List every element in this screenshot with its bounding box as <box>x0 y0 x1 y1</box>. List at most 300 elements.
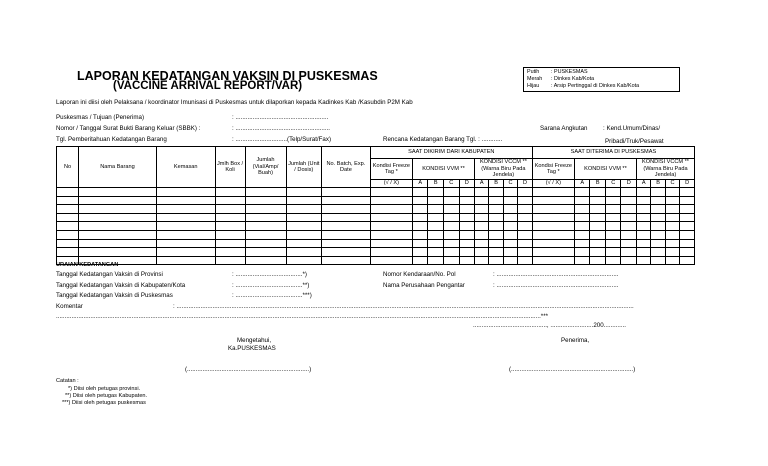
table-cell[interactable] <box>444 256 460 265</box>
table-cell[interactable] <box>518 213 533 222</box>
note-item: ***) Diisi oleh petugas puskesmas <box>62 400 146 406</box>
table-cell[interactable] <box>574 222 590 231</box>
col-c: C <box>605 180 621 188</box>
table-cell[interactable] <box>574 213 590 222</box>
table-cell[interactable] <box>590 248 606 257</box>
table-cell[interactable] <box>605 196 621 205</box>
col-freeze-check: (√ / X) <box>532 180 574 188</box>
table-cell[interactable] <box>518 248 533 257</box>
sarana-value-cont: Pribadi/Truk/Pesawat <box>605 138 664 145</box>
legend-color: Merah <box>527 76 543 82</box>
table-cell[interactable] <box>215 188 245 197</box>
table-cell[interactable] <box>532 239 574 248</box>
table-cell[interactable] <box>665 239 679 248</box>
puskesmas-label: Puskesmas / Tujuan (Penerima) <box>56 114 145 121</box>
table-cell[interactable] <box>286 196 321 205</box>
tgl-kabupaten-value[interactable]: : .......................................**) <box>232 282 310 289</box>
table-cell[interactable] <box>459 213 475 222</box>
table-cell[interactable] <box>459 239 475 248</box>
table-row <box>57 230 695 239</box>
table-cell[interactable] <box>156 222 215 231</box>
table-cell[interactable] <box>503 222 517 231</box>
table-cell[interactable] <box>245 230 286 239</box>
table-cell[interactable] <box>444 230 460 239</box>
table-cell[interactable] <box>637 196 651 205</box>
table-cell[interactable] <box>605 248 621 257</box>
table-cell[interactable] <box>215 256 245 265</box>
col-d: D <box>621 180 637 188</box>
table-cell[interactable] <box>665 205 679 214</box>
table-cell[interactable] <box>621 222 637 231</box>
table-cell[interactable] <box>532 213 574 222</box>
table-cell[interactable] <box>79 248 157 257</box>
table-cell[interactable] <box>286 188 321 197</box>
col-a: A <box>412 180 428 188</box>
table-cell[interactable] <box>475 248 489 257</box>
table-cell[interactable] <box>680 213 695 222</box>
table-cell[interactable] <box>605 239 621 248</box>
table-cell[interactable] <box>489 230 503 239</box>
table-cell[interactable] <box>637 205 651 214</box>
table-cell[interactable] <box>412 196 428 205</box>
table-cell[interactable] <box>370 222 412 231</box>
table-cell[interactable] <box>680 188 695 197</box>
table-cell[interactable] <box>286 205 321 214</box>
table-cell[interactable] <box>489 196 503 205</box>
table-cell[interactable] <box>680 239 695 248</box>
table-cell[interactable] <box>57 188 79 197</box>
table-row <box>57 196 695 205</box>
table-cell[interactable] <box>475 205 489 214</box>
col-jumlah-dosis: Jumlah (Unit / Dosis) <box>286 147 321 188</box>
table-cell[interactable] <box>459 188 475 197</box>
col-d: D <box>680 180 695 188</box>
pemberitahuan-label: Tgl. Pemberitahuan Kedatangan Barang <box>56 136 167 143</box>
tgl-kabupaten-label: Tanggal Kedatangan Vaksin di Kabupaten/Kota <box>56 282 186 289</box>
col-a: A <box>637 180 651 188</box>
table-cell[interactable] <box>605 222 621 231</box>
table-cell[interactable] <box>680 205 695 214</box>
table-cell[interactable] <box>245 222 286 231</box>
col-kemasan: Kemasan <box>156 147 215 188</box>
table-cell[interactable] <box>459 205 475 214</box>
kendaraan-label: Nomor Kendaraan/No. Pol <box>383 271 456 278</box>
table-cell[interactable] <box>503 188 517 197</box>
table-cell[interactable] <box>215 213 245 222</box>
table-cell[interactable] <box>444 248 460 257</box>
table-cell[interactable] <box>428 222 444 231</box>
table-cell[interactable] <box>322 222 371 231</box>
table-cell[interactable] <box>475 196 489 205</box>
table-cell[interactable] <box>651 213 665 222</box>
table-cell[interactable] <box>156 196 215 205</box>
table-cell[interactable] <box>475 222 489 231</box>
table-cell[interactable] <box>532 222 574 231</box>
table-cell[interactable] <box>590 188 606 197</box>
table-cell[interactable] <box>574 205 590 214</box>
table-cell[interactable] <box>245 188 286 197</box>
table-cell[interactable] <box>286 222 321 231</box>
table-cell[interactable] <box>637 230 651 239</box>
table-cell[interactable] <box>680 248 695 257</box>
table-cell[interactable] <box>428 196 444 205</box>
table-cell[interactable] <box>680 230 695 239</box>
table-cell[interactable] <box>322 230 371 239</box>
table-cell[interactable] <box>637 213 651 222</box>
col-freeze-tag: Kondisi Freeze Tag * <box>532 159 574 180</box>
group-kabupaten: SAAT DIKIRIM DARI KABUPATEN <box>370 147 532 159</box>
table-cell[interactable] <box>489 205 503 214</box>
table-cell[interactable] <box>459 222 475 231</box>
col-a: A <box>574 180 590 188</box>
table-cell[interactable] <box>428 230 444 239</box>
table-cell[interactable] <box>532 188 574 197</box>
table-cell[interactable] <box>605 213 621 222</box>
table-cell[interactable] <box>532 205 574 214</box>
table-cell[interactable] <box>574 230 590 239</box>
table-cell[interactable] <box>503 256 517 265</box>
table-cell[interactable] <box>286 239 321 248</box>
table-cell[interactable] <box>428 248 444 257</box>
table-cell[interactable] <box>459 230 475 239</box>
table-cell[interactable] <box>574 188 590 197</box>
table-cell[interactable] <box>489 213 503 222</box>
table-row <box>57 205 695 214</box>
table-cell[interactable] <box>637 256 651 265</box>
col-batch: No. Batch, Exp. Date <box>322 147 371 188</box>
table-cell[interactable] <box>665 222 679 231</box>
table-cell[interactable] <box>444 205 460 214</box>
table-cell[interactable] <box>370 205 412 214</box>
sign-right-name[interactable]: (.......................................................................) <box>509 366 636 373</box>
table-cell[interactable] <box>245 256 286 265</box>
col-vccm: KONDISI VCCM ** (Warna Biru Pada Jendela) <box>637 159 695 180</box>
col-c: C <box>665 180 679 188</box>
table-cell[interactable] <box>518 196 533 205</box>
table-cell[interactable] <box>459 196 475 205</box>
tgl-provinsi-value[interactable]: : .......................................*) <box>232 271 307 278</box>
table-cell[interactable] <box>57 239 79 248</box>
table-cell[interactable] <box>665 196 679 205</box>
komentar-line-2[interactable]: ..........................................................................................................................................................................................................................................................................................*** <box>56 313 549 320</box>
table-cell[interactable] <box>637 239 651 248</box>
table-cell[interactable] <box>412 205 428 214</box>
table-cell[interactable] <box>444 239 460 248</box>
table-cell[interactable] <box>651 256 665 265</box>
table-cell[interactable] <box>459 248 475 257</box>
table-cell[interactable] <box>370 230 412 239</box>
table-cell[interactable] <box>651 230 665 239</box>
table-cell[interactable] <box>518 256 533 265</box>
table-cell[interactable] <box>651 196 665 205</box>
table-cell[interactable] <box>518 188 533 197</box>
table-cell[interactable] <box>57 205 79 214</box>
page-subtitle: (VACCINE ARRIVAL REPORT/VAR) <box>113 80 303 92</box>
table-cell[interactable] <box>590 213 606 222</box>
table-cell[interactable] <box>322 196 371 205</box>
table-cell[interactable] <box>590 222 606 231</box>
table-cell[interactable] <box>503 205 517 214</box>
table-cell[interactable] <box>444 196 460 205</box>
table-cell[interactable] <box>215 239 245 248</box>
table-cell[interactable] <box>637 248 651 257</box>
table-cell[interactable] <box>286 213 321 222</box>
table-cell[interactable] <box>156 256 215 265</box>
table-cell[interactable] <box>651 239 665 248</box>
table-cell[interactable] <box>518 205 533 214</box>
table-cell[interactable] <box>370 213 412 222</box>
komentar-label: Komentar <box>56 303 83 310</box>
table-cell[interactable] <box>621 205 637 214</box>
table-cell[interactable] <box>57 196 79 205</box>
table-cell[interactable] <box>215 205 245 214</box>
table-cell[interactable] <box>621 188 637 197</box>
table-cell[interactable] <box>412 213 428 222</box>
table-cell[interactable] <box>605 230 621 239</box>
table-cell[interactable] <box>79 222 157 231</box>
table-cell[interactable] <box>621 213 637 222</box>
table-cell[interactable] <box>322 188 371 197</box>
sarana-label: Sarana Angkutan <box>540 125 588 132</box>
note-item: **) Diisi oleh petugas Kabupaten. <box>65 393 148 399</box>
legend-color: Hijau <box>527 83 540 89</box>
table-cell[interactable] <box>665 248 679 257</box>
table-cell[interactable] <box>428 213 444 222</box>
table-cell[interactable] <box>412 230 428 239</box>
sarana-value[interactable]: : Kend.Umum/Dinas/ <box>603 125 661 132</box>
table-cell[interactable] <box>322 205 371 214</box>
table-cell[interactable] <box>412 188 428 197</box>
table-cell[interactable] <box>370 188 412 197</box>
legend-color: Putih <box>527 69 540 75</box>
table-cell[interactable] <box>322 213 371 222</box>
col-no: No <box>57 147 79 188</box>
col-c: C <box>444 180 460 188</box>
table-cell[interactable] <box>412 239 428 248</box>
table-cell[interactable] <box>665 256 679 265</box>
table-cell[interactable] <box>286 256 321 265</box>
col-freeze-check: (√ / X) <box>370 180 412 188</box>
tgl-provinsi-label: Tanggal Kedatangan Vaksin di Provinsi <box>56 271 163 278</box>
table-row <box>57 239 695 248</box>
table-cell[interactable] <box>322 256 371 265</box>
legend-text: : PUSKESMAS <box>551 69 588 75</box>
table-cell[interactable] <box>489 188 503 197</box>
table-cell[interactable] <box>621 230 637 239</box>
vaccine-table <box>56 146 695 265</box>
table-cell[interactable] <box>574 248 590 257</box>
table-cell[interactable] <box>503 248 517 257</box>
sign-left-title: Mengetahui, <box>237 337 272 344</box>
table-cell[interactable] <box>475 188 489 197</box>
group-puskesmas: SAAT DITERIMA DI PUSKESMAS <box>532 147 694 159</box>
pemberitahuan-value[interactable]: : ..............................(Telp/Surat/Fax) <box>232 136 332 143</box>
table-cell[interactable] <box>444 222 460 231</box>
table-row <box>57 248 695 257</box>
table-cell[interactable] <box>370 196 412 205</box>
table-cell[interactable] <box>605 188 621 197</box>
table-cell[interactable] <box>215 222 245 231</box>
table-cell[interactable] <box>215 230 245 239</box>
table-cell[interactable] <box>57 248 79 257</box>
table-cell[interactable] <box>428 205 444 214</box>
table-cell[interactable] <box>156 248 215 257</box>
place-date-line[interactable]: ..........................................., .........................200............. <box>473 322 627 329</box>
table-cell[interactable] <box>651 248 665 257</box>
table-cell[interactable] <box>590 196 606 205</box>
table-cell[interactable] <box>156 188 215 197</box>
table-cell[interactable] <box>503 239 517 248</box>
table-row <box>57 222 695 231</box>
table-cell[interactable] <box>428 188 444 197</box>
sign-right-title: Penerima, <box>561 337 590 344</box>
table-cell[interactable] <box>665 188 679 197</box>
table-cell[interactable] <box>79 213 157 222</box>
legend-row <box>527 83 639 89</box>
col-b: B <box>428 180 444 188</box>
table-cell[interactable] <box>489 248 503 257</box>
table-cell[interactable] <box>532 230 574 239</box>
table-cell[interactable] <box>412 248 428 257</box>
uraian-heading: URAIAN KEDATANGAN <box>56 262 119 268</box>
table-cell[interactable] <box>79 230 157 239</box>
komentar-line-1[interactable]: : .......................................................................................................................................................................................................................................................................... <box>173 303 634 310</box>
table-cell[interactable] <box>57 230 79 239</box>
table-cell[interactable] <box>503 230 517 239</box>
copy-distribution-legend <box>523 67 680 92</box>
table-cell[interactable] <box>57 222 79 231</box>
col-vccm: KONDISI VCCM ** (Warna Biru Pada Jendela) <box>475 159 533 180</box>
table-cell[interactable] <box>245 205 286 214</box>
table-cell[interactable] <box>322 248 371 257</box>
tgl-puskesmas-value[interactable]: : .......................................***) <box>232 292 312 299</box>
table-cell[interactable] <box>680 256 695 265</box>
col-b: B <box>651 180 665 188</box>
table-cell[interactable] <box>518 230 533 239</box>
table-cell[interactable] <box>475 256 489 265</box>
table-cell[interactable] <box>215 196 245 205</box>
rencana-label[interactable]: Rencana Kedatangan Barang Tgl. : ............ <box>383 136 503 143</box>
table-cell[interactable] <box>503 213 517 222</box>
table-cell[interactable] <box>245 213 286 222</box>
table-cell[interactable] <box>412 256 428 265</box>
col-c: C <box>503 180 517 188</box>
table-cell[interactable] <box>370 239 412 248</box>
table-cell[interactable] <box>428 239 444 248</box>
table-cell[interactable] <box>590 239 606 248</box>
sign-left-name[interactable]: (.......................................................................) <box>185 366 312 373</box>
table-cell[interactable] <box>651 222 665 231</box>
table-cell[interactable] <box>156 230 215 239</box>
table-cell[interactable] <box>475 239 489 248</box>
table-cell[interactable] <box>590 256 606 265</box>
table-cell[interactable] <box>621 256 637 265</box>
table-cell[interactable] <box>245 196 286 205</box>
intro-text: Laporan ini diisi oleh Pelaksana / koordinator Imunisasi di Puskesmas untuk dilaporkan kepada Kadinkes Kab /Kasubdin P2M Kab <box>56 99 413 106</box>
table-cell[interactable] <box>605 256 621 265</box>
table-cell[interactable] <box>518 239 533 248</box>
table-cell[interactable] <box>156 205 215 214</box>
table-cell[interactable] <box>621 248 637 257</box>
table-cell[interactable] <box>665 213 679 222</box>
perusahaan-label: Nama Perusahaan Pengantar <box>383 282 465 289</box>
puskesmas-value[interactable]: : ...................................................... <box>232 114 329 121</box>
page-title: LAPORAN KEDATANGAN VAKSIN DI PUSKESMAS <box>77 69 378 83</box>
legend-row <box>527 76 594 82</box>
col-b: B <box>489 180 503 188</box>
kendaraan-value[interactable]: : ....................................................................... <box>493 271 619 278</box>
table-cell[interactable] <box>412 222 428 231</box>
legend-text: : Dinkes Kab/Kota <box>551 76 595 82</box>
table-cell[interactable] <box>574 239 590 248</box>
table-cell[interactable] <box>532 196 574 205</box>
table-cell[interactable] <box>574 256 590 265</box>
table-cell[interactable] <box>489 239 503 248</box>
table-cell[interactable] <box>489 222 503 231</box>
table-cell[interactable] <box>156 239 215 248</box>
perusahaan-value[interactable]: : ....................................................................... <box>493 282 619 289</box>
tgl-puskesmas-label: Tanggal Kedatangan Vaksin di Puskesmas <box>56 292 173 299</box>
table-cell[interactable] <box>245 248 286 257</box>
table-cell[interactable] <box>370 256 412 265</box>
table-cell[interactable] <box>637 188 651 197</box>
table-cell[interactable] <box>444 213 460 222</box>
sbbk-label: Nomor / Tanggal Surat Bukti Barang Keluar (SBBK) : <box>56 125 201 132</box>
table-cell[interactable] <box>621 196 637 205</box>
table-cell[interactable] <box>651 205 665 214</box>
table-cell[interactable] <box>605 205 621 214</box>
sbbk-value[interactable]: : ....................................................... <box>232 125 330 132</box>
table-cell[interactable] <box>680 222 695 231</box>
table-cell[interactable] <box>286 248 321 257</box>
table-cell[interactable] <box>444 188 460 197</box>
table-cell[interactable] <box>79 239 157 248</box>
table-cell[interactable] <box>57 213 79 222</box>
table-cell[interactable] <box>651 188 665 197</box>
col-vvm: KONDISI VVM ** <box>412 159 474 180</box>
col-a: A <box>475 180 489 188</box>
col-jmlh-box: Jmlh Box / Koli <box>215 147 245 188</box>
table-cell[interactable] <box>637 222 651 231</box>
table-cell[interactable] <box>665 230 679 239</box>
table-cell[interactable] <box>215 248 245 257</box>
table-cell[interactable] <box>518 222 533 231</box>
notes-heading: Catatan : <box>56 378 79 384</box>
table-cell[interactable] <box>79 205 157 214</box>
table-cell[interactable] <box>574 196 590 205</box>
table-cell[interactable] <box>156 213 215 222</box>
table-cell[interactable] <box>286 230 321 239</box>
table-cell[interactable] <box>475 230 489 239</box>
table-cell[interactable] <box>475 213 489 222</box>
table-cell[interactable] <box>428 256 444 265</box>
table-cell[interactable] <box>503 196 517 205</box>
col-jumlah-vial: Jumlah (Vial/Amp/ Buah) <box>245 147 286 188</box>
table-cell[interactable] <box>532 256 574 265</box>
table-cell[interactable] <box>79 196 157 205</box>
table-cell[interactable] <box>590 205 606 214</box>
table-cell[interactable] <box>79 188 157 197</box>
table-cell[interactable] <box>489 256 503 265</box>
table-cell[interactable] <box>370 248 412 257</box>
table-cell[interactable] <box>459 256 475 265</box>
table-cell[interactable] <box>532 248 574 257</box>
table-cell[interactable] <box>590 230 606 239</box>
table-cell[interactable] <box>322 239 371 248</box>
table-cell[interactable] <box>680 196 695 205</box>
table-cell[interactable] <box>245 239 286 248</box>
table-cell[interactable] <box>621 239 637 248</box>
